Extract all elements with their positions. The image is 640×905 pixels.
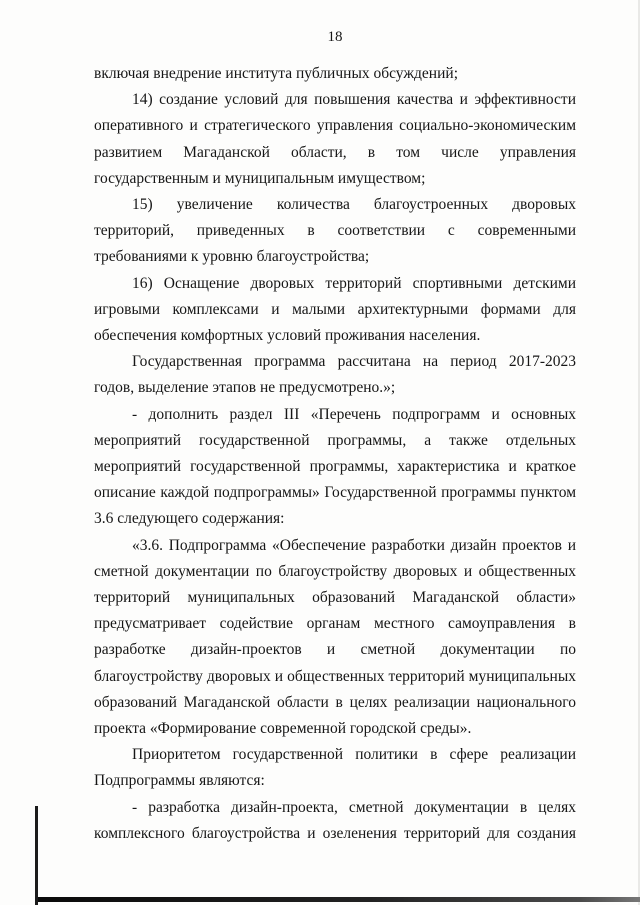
paragraph: 14) создание условий для повышения качества и эффективности оперативного и стратегического управления социально-экономическим развитием Магаданской области, в том числе управления государственным и муниципальным имуществом; [94, 91, 576, 187]
paragraph: Государственная программа рассчитана на период 2017-2023 годов, выделение этапов не предусмотрено.»; [94, 353, 576, 397]
paragraph: 16) Оснащение дворовых территорий спортивными детскими игровыми комплексами и малыми архитектурными формами для обеспечения комфортных условий проживания населения. [94, 274, 576, 345]
paragraph: Приоритетом государственной политики в сфере реализации Подпрограммы являются: [94, 746, 576, 790]
page-number: 18 [327, 29, 343, 45]
paragraph: включая внедрение института публичных обсуждений; [94, 65, 459, 82]
paragraph: - разработка дизайн-проекта, сметной документации в целях комплексного благоустройства и озеленения территорий для создания [94, 798, 576, 842]
document-body [94, 61, 576, 847]
scan-artifact-bottom-line [38, 897, 640, 902]
paragraph: - дополнить раздел III «Перечень подпрограмм и основных мероприятий государственной программы, а также отдельных мероприятий государственной программы, характеристика и краткое описание каждой подпрограммы» Государственной программы пунктом 3.6 следующего содержания: [94, 405, 576, 528]
paragraph: «3.6. Подпрограмма «Обеспечение разработки дизайн проектов и сметной документации по благоустройству дворовых и общественных территорий муниципальных образований Магаданской области» предусматривает содействие органам местного самоуправления в разработке дизайн-проектов и сметной документации по благоустройству дворовых и общественных территорий муниципальных образований Магаданской области в целях реализации национального проекта «Формирование современной городской среды». [94, 536, 576, 738]
scan-artifact-vertical-line [35, 806, 38, 905]
paragraph: 15) увеличение количества благоустроенных дворовых территорий, приведенных в соответствии с современными требованиями к уровню благоустройства; [94, 196, 576, 266]
